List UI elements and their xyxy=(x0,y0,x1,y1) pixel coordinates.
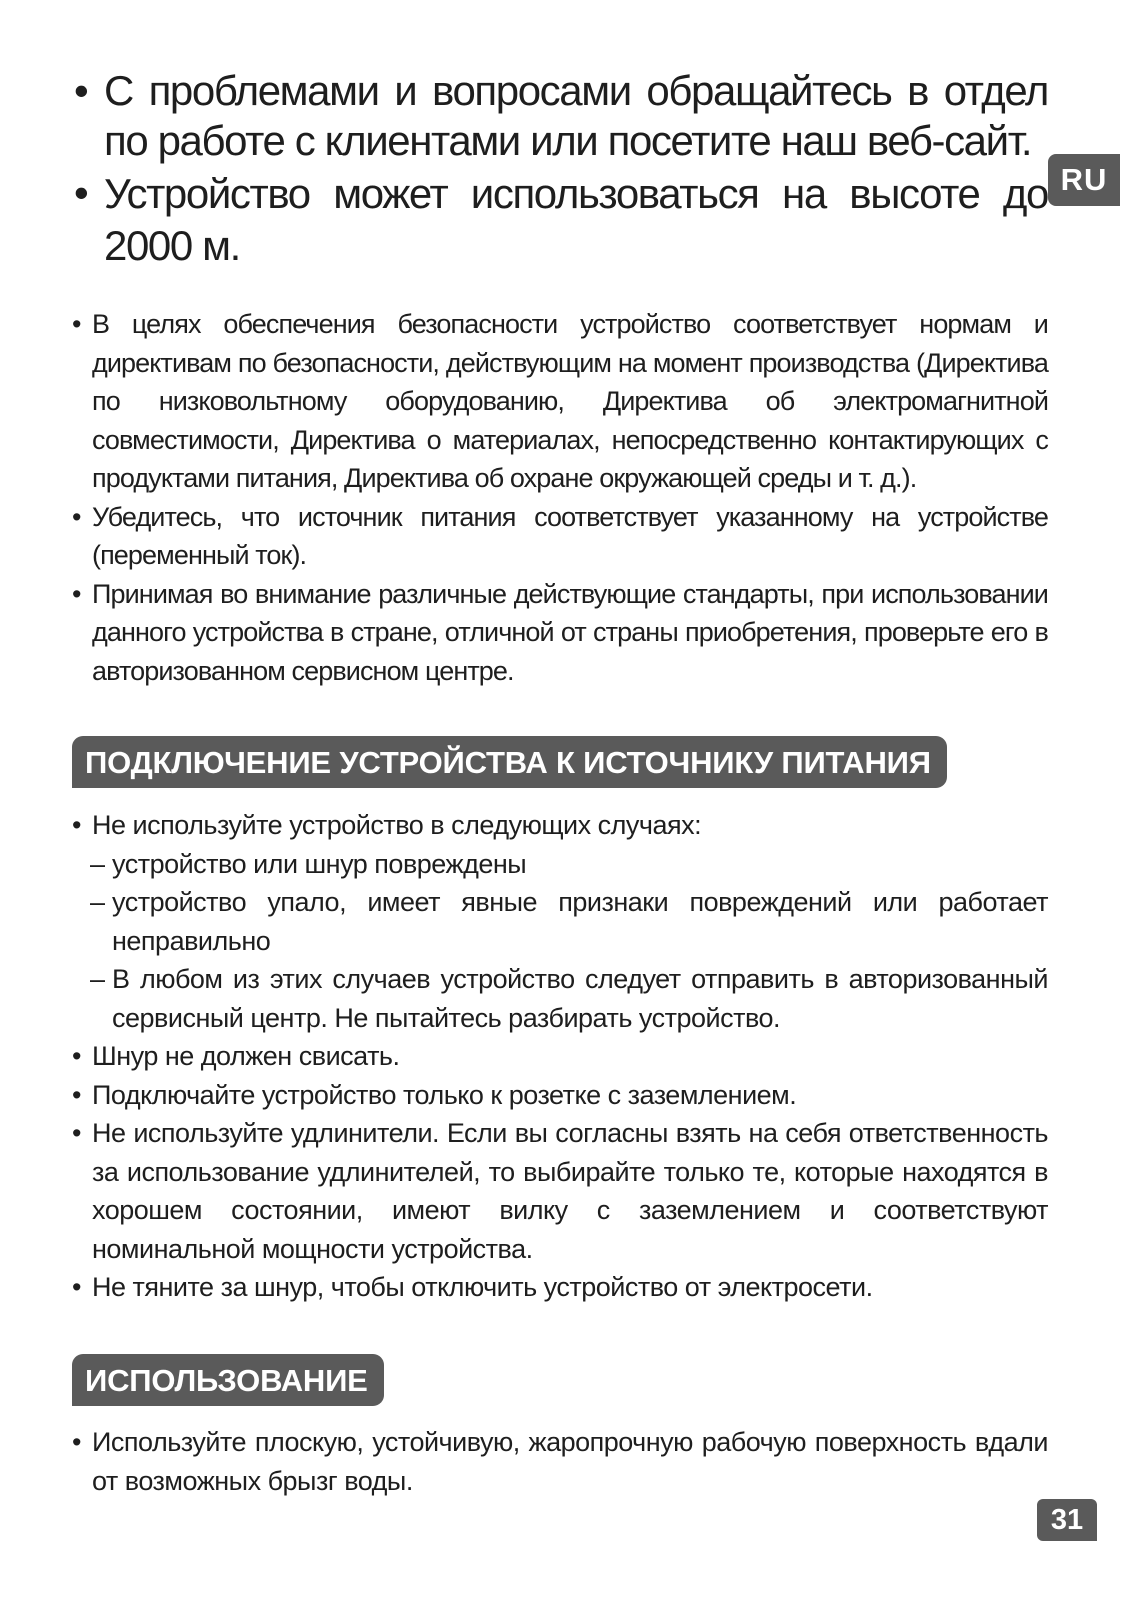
sub-list-container xyxy=(72,845,1048,1038)
sub-item-text: устройство упало, имеет явные признаки повреждений или работает неправильно xyxy=(112,887,1048,956)
dash-icon: – xyxy=(90,964,105,994)
item-text: Используйте плоскую, устойчивую, жаропрочную рабочую поверхность вдали от возможных брызг воды. xyxy=(92,1427,1048,1496)
sub-item-text: устройство или шнур повреждены xyxy=(112,848,527,879)
intro-item-support xyxy=(72,66,1048,166)
list-item xyxy=(72,1268,1048,1307)
section-header-connection: ПОДКЛЮЧЕНИЕ УСТРОЙСТВА К ИСТОЧНИКУ ПИТАНИЯ xyxy=(72,736,947,788)
connection-list xyxy=(72,806,1048,1307)
dash-icon: – xyxy=(90,848,105,879)
dash-icon: – xyxy=(90,887,105,917)
bullet-icon: • xyxy=(72,1427,81,1457)
item-text: В целях обеспечения безопасности устройство соответствует нормам и директивам по безопасности, действующим на момент производства (Директива по низковольтному оборудованию, Директива об электромагнитной совместимости, Директива о материалах, непосредственно контактирующих с продуктами питания, Директива об охране окружающей среды и т. д.). xyxy=(92,309,1048,493)
bullet-icon: • xyxy=(72,309,81,339)
item-text: Не тяните за шнур, чтобы отключить устройство от электросети. xyxy=(92,1272,873,1302)
bullet-icon: • xyxy=(72,810,81,840)
intro-text: Устройство может использоваться на высоте до 2000 м. xyxy=(104,170,1048,269)
list-item xyxy=(72,1423,1048,1500)
intro-text: С проблемами и вопросами обращайтесь в отдел по работе с клиентами или посетите наш веб-сайт. xyxy=(104,67,1048,164)
sub-list-item xyxy=(72,883,1048,960)
bullet-icon: • xyxy=(72,1041,81,1071)
sub-list-item xyxy=(72,960,1048,1037)
list-item xyxy=(72,1037,1048,1076)
bullet-icon: • xyxy=(72,1272,81,1302)
safety-list xyxy=(72,305,1048,690)
item-text: Не используйте удлинители. Если вы согласны взять на себя ответственность за использование удлинителей, то выбирайте только те, которые находятся в хорошем состоянии, имеют вилку с заземлением и соответствуют номинальной мощности устройства. xyxy=(92,1118,1048,1264)
sub-item-text: В любом из этих случаев устройство следует отправить в авторизованный сервисный центр. Не пытайтесь разбирать устройство. xyxy=(112,964,1048,1033)
sub-list-item xyxy=(72,845,1048,884)
language-tab: RU xyxy=(1048,154,1120,206)
bullet-icon: • xyxy=(74,169,88,216)
list-item xyxy=(72,498,1048,575)
list-item xyxy=(72,806,1048,845)
intro-item-altitude xyxy=(72,168,1048,272)
item-text: Шнур не должен свисать. xyxy=(92,1041,400,1071)
list-item xyxy=(72,575,1048,691)
item-text: Не используйте устройство в следующих случаях: xyxy=(92,810,702,840)
item-text: Принимая во внимание различные действующие стандарты, при использовании данного устройства в стране, отличной от страны приобретения, проверьте его в авторизованном сервисном центре. xyxy=(92,578,1048,686)
sub-list xyxy=(72,845,1048,1038)
section-header-usage: ИСПОЛЬЗОВАНИЕ xyxy=(72,1354,384,1406)
bullet-icon: • xyxy=(72,501,81,532)
page-number: 31 xyxy=(1037,1499,1097,1541)
item-text: Убедитесь, что источник питания соответствует указанному на устройстве (переменный ток). xyxy=(92,501,1048,570)
bullet-icon: • xyxy=(72,578,81,609)
bullet-icon: • xyxy=(72,1079,81,1110)
bullet-icon: • xyxy=(74,67,88,114)
list-item xyxy=(72,1076,1048,1115)
list-item xyxy=(72,1114,1048,1268)
list-item xyxy=(72,305,1048,498)
intro-list xyxy=(72,66,1048,274)
bullet-icon: • xyxy=(72,1118,81,1148)
usage-list xyxy=(72,1423,1048,1500)
item-text: Подключайте устройство только к розетке с заземлением. xyxy=(92,1079,797,1110)
